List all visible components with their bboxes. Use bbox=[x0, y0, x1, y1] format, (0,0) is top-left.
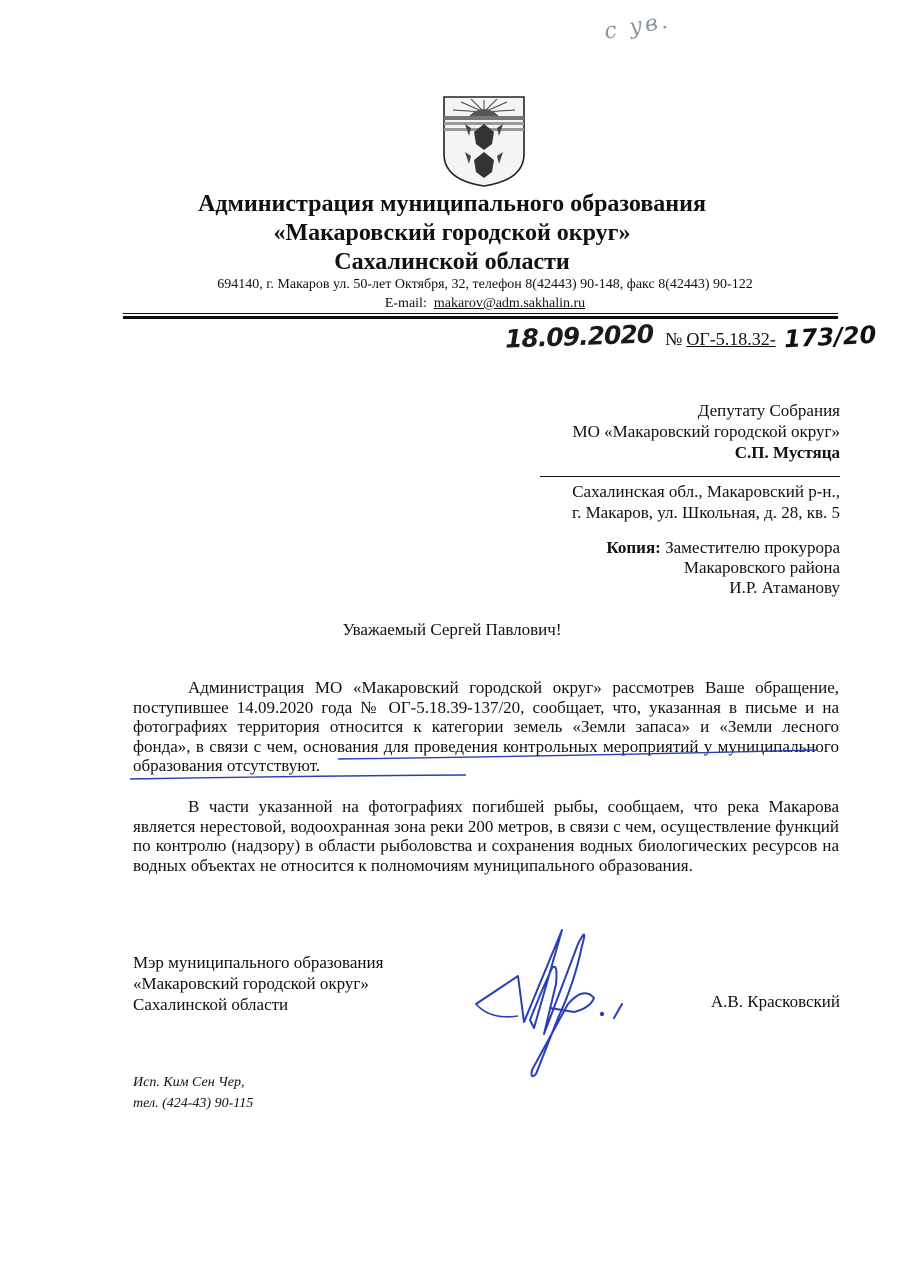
copy-line2: Макаровского района bbox=[683, 558, 840, 577]
signatory-title bbox=[133, 952, 383, 1015]
org-email-line bbox=[120, 294, 850, 313]
copy-label: Копия: bbox=[606, 538, 661, 557]
executor-info bbox=[133, 1072, 253, 1114]
org-name-line3: Сахалинской области bbox=[334, 249, 570, 275]
executor-name: Исп. Ким Сен Чер, bbox=[133, 1075, 245, 1090]
recipient-address bbox=[420, 481, 840, 523]
recipient-line2: МО «Макаровский городской округ» bbox=[572, 422, 840, 441]
greeting: Уважаемый Сергей Павлович! bbox=[342, 620, 562, 639]
coat-of-arms-icon bbox=[441, 94, 527, 188]
signatory-name: А.В. Красковский bbox=[710, 992, 840, 1011]
recipient-divider bbox=[540, 476, 840, 477]
header-divider-thin bbox=[123, 313, 838, 314]
org-address: 694140, г. Макаров ул. 50-лет Октября, 32, телефон 8(42443) 90-148, факс 8(42443) 90-122 bbox=[217, 277, 753, 292]
recipient-block bbox=[420, 400, 840, 463]
header-divider-thick bbox=[123, 316, 838, 319]
organization-header bbox=[0, 190, 904, 277]
registration-date: 18.09.2020 bbox=[504, 319, 654, 354]
org-name-line1: Администрация муниципального образования bbox=[198, 191, 706, 217]
copy-line1: Заместителю прокурора bbox=[665, 538, 840, 557]
ink-underline-mark bbox=[128, 746, 834, 784]
body-paragraph-2: В части указанной на фотографиях погибшей рыбы, сообщаем, что река Макарова является нерестовой, водоохранная зона реки 200 метров, в связи с чем, осуществление функций по контролю (надзору) в области рыболовства и сохранения водных биологических ресурсов на водных объектах не относится к полномочиям муниципального образования. bbox=[133, 797, 839, 875]
recipient-name: С.П. Мустяца bbox=[734, 443, 840, 462]
registration-number-handwritten: 173/20 bbox=[783, 320, 877, 354]
signatory-title-line1: Мэр муниципального образования bbox=[133, 953, 384, 972]
email-label: E-mail: bbox=[384, 296, 427, 311]
handwritten-note: с ув. bbox=[602, 8, 673, 45]
registration-line bbox=[504, 319, 877, 362]
org-name-line2: «Макаровский городской округ» bbox=[273, 220, 631, 246]
handwritten-signature bbox=[470, 924, 640, 1084]
recipient-line1: Депутату Собрания bbox=[697, 401, 840, 420]
registration-number-label: № bbox=[665, 329, 683, 349]
signatory-title-line3: Сахалинской области bbox=[133, 995, 289, 1014]
copy-line3: И.Р. Атаманову bbox=[729, 578, 840, 597]
executor-phone: тел. (424-43) 90-115 bbox=[133, 1096, 254, 1111]
signatory-title-line2: «Макаровский городской округ» bbox=[133, 974, 369, 993]
registration-number-prefix: ОГ-5.18.32- bbox=[686, 329, 776, 349]
recipient-address-line2: г. Макаров, ул. Школьная, д. 28, кв. 5 bbox=[572, 503, 840, 522]
copy-block bbox=[420, 538, 840, 598]
body-paragraph-1: Администрация МО «Макаровский городской округ» рассмотрев Ваше обращение, поступившее 14.09.2020 года № ОГ-5.18.39-137/20, сообщает, что, указанная в письме и на фотографиях территория относится к категории земель «Земли запаса» и «Земли лесного фонда», в связи с чем, основания для проведения контрольных мероприятий у муниципального образования отсутствуют. bbox=[133, 678, 839, 775]
email-link[interactable]: makarov@adm.sakhalin.ru bbox=[433, 296, 586, 311]
recipient-address-line1: Сахалинская обл., Макаровский р-н., bbox=[572, 482, 840, 501]
